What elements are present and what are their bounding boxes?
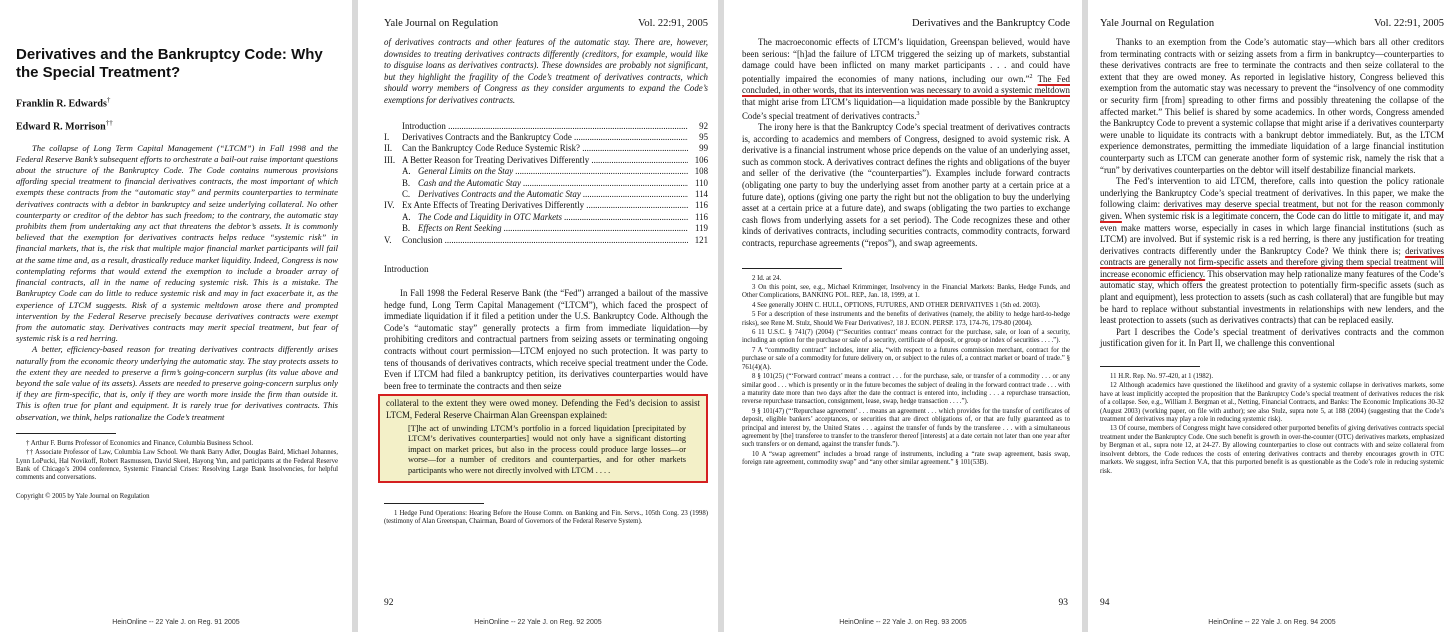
toc-label: A Better Reason for Treating Derivatives Differently ..... (402, 155, 688, 166)
abstract-paragraph: The collapse of Long Term Capital Management (“LTCM”) in Fall 1998 and the Federal Reserve Bank’s subsequent efforts to orchestrate a bail-out raise important questions about the structure of the Bankruptcy Code. The Code contains numerous provisions affording special treatment to financial derivatives contracts, the most important of which exempts these contracts from the “automatic stay” and permits counterparties to terminate derivatives contracts with a debtor in bankruptcy and seize underlying collateral. No other counterparty or creditor of the debtor has such freedom; to the contrary, the automatic stay prohibits them from undertaking any act that threatens the debtor’s assets. It is commonly believed that the exemption for derivatives contracts helps reduce “systemic risk” in financial markets, that is, the risk that multiple major financial market participants will fail at the same time and, as a result, drastically reduce market liquidity. Indeed, Congress is now contemplating reforms that would extend the exemption to include a broader array of financial contracts, all in the name of reducing systemic risk. This is a mistake. The Bankruptcy Code can do little to reduce systemic risk and may in fact exacerbate it, as the experience of LTCM suggests. Risk of a systemic meltdown arose there and prompted intervention by the Federal Reserve precisely because derivatives contracts were exempt from the automatic stay. Derivatives contracts may merit special treatment, but fear of systemic risk is a red herring. (16, 142, 338, 344)
article-short-title: Derivatives and the Bankruptcy Code (911, 18, 1070, 29)
article-title: Derivatives and the Bankruptcy Code: Why the Special Treatment? (16, 46, 323, 81)
footnote-mark: 3 (916, 110, 920, 117)
toc-number: I. (384, 131, 390, 142)
body-paragraph: In Fall 1998 the Federal Reserve Bank (the “Fed”) arranged a bailout of the massive hedge fund, Long Term Capital Management (“LTCM”), which faced the prospect of immediate liquidation if it filed a petition under the U.S. Bankruptcy Code. Although the Code’s “automatic stay” generally protects a firm from immediate liquidation—by prohibiting creditors and contractual partners from seizing assets or terminating ongoing contracts without court permission—LTCM enjoyed no such protection. It was party to tens of thousands of derivatives contracts, which receive special treatment under the Code. Even if LTCM had filed a bankruptcy petition, its derivatives counterparties would have been free to terminate the contracts and then seize (384, 288, 708, 391)
toc-entry (384, 223, 708, 234)
author-morrison (16, 119, 338, 132)
journal-name: Yale Journal on Regulation (1100, 18, 1215, 29)
toc-label: The Code and Liquidity in OTC Markets ..... (418, 212, 688, 223)
page-number: 92 (384, 598, 394, 608)
toc-number: B. (402, 223, 411, 234)
toc-number: V. (384, 234, 392, 245)
running-header (742, 18, 1070, 29)
footnote: †† Associate Professor of Law, Columbia Law School. We thank Barry Adler, Douglas Baird, Michael Johannes, Lynn LoPucki, Hal Novikoff, Robert Rasmussen, David Skeel, Hayong Yun, and participants at the Federal Reserve Bank of Chicago’s 2004 conference, Systemic Financial Crises: Resolving Large Bank Insolvencies, for helpful comments and conversations. (16, 449, 338, 482)
toc-entry (384, 178, 708, 189)
toc-page: 114 (695, 189, 708, 199)
footnote: 2 Id. at 24. (752, 274, 782, 282)
footnote-mark: 2 (1029, 73, 1033, 80)
copyright-line: Copyright © 2005 by Yale Journal on Regulation (16, 492, 150, 500)
running-header (384, 18, 708, 29)
footnote-divider (16, 433, 116, 434)
page-number: 94 (1100, 598, 1110, 608)
footnote-divider (384, 503, 484, 504)
page-94 (1088, 0, 1456, 632)
text-segment: The Fed’s intervention to aid LTCM, therefore, calls into question the policy rationale underlying the Bankruptcy Code’s special treatment of derivatives. In this paper, we make the following claim: (1100, 176, 1444, 210)
heinonline-footer: HeinOnline -- 22 Yale J. on Reg. 93 2005 (839, 619, 967, 626)
footnotes (384, 510, 708, 527)
footnote: 3 On this point, see, e.g., Michael Krimminger, Insolvency in the Financial Markets: Banks, Hedge Funds, and Other Complications, BANKING POL. REP., Jan. 18, 1999, at 1. (742, 284, 1070, 300)
body-paragraph: The irony here is that the Bankruptcy Code’s special treatment of derivatives contracts is, according to academics and members of Congress, designed to avoid systemic risk. A derivative is a financial instrument whose price depends on the value of an underlying asset, such as common stock. A derivatives contract defines the rights and obligations of the buyer and seller of the derivative (the “counterparties”). Examples include forward contracts (obligating one party to buy the underlying asset from another party at a certain price at a future date), options (giving one party the right but not the obligation to buy the underlying asset at a certain price at a future date), and swaps (obligating the two parties to exchange cash flows from underlying assets for a set period). The Code recognizes these and other kinds of derivatives contracts, including securities contracts, commodity contracts, forward contracts, repurchase agreements (“repos”), and swap agreements. (742, 122, 1070, 249)
toc-number: A. (402, 166, 411, 177)
toc-entry (384, 189, 708, 200)
body-paragraph: Thanks to an exemption from the Code’s automatic stay—which bars all other creditors from terminating contracts with or seizing assets from a firm in bankruptcy—counterparties to these derivatives contracts are free to terminate the contracts and then seize collateral to the extent that they are owed money. As reported in legislative history, Congress believed this exemption from the automatic stay was necessary to prevent the “insolvency of one commodity or security firm [from] spreading to other firms and possibly threatening the collapse of the affected market.” This belief is shared by some academics. In other words, Congress amended the Bankruptcy Code to prevent a systemic collapse that might arise if a derivatives counterparty were unable to liquidate its contracts with a bankrupt debtor immediately. But, as the LTCM experience demonstrates, permitting the immediate liquidation of a large financial institution counterparty such as LTCM can generate another form of systemic risk, namely the risk that a “run” by derivatives counterparties on the debtor will itself destabilize financial markets. (1100, 37, 1444, 175)
abstract-paragraph: A better, efficiency-based reason for treating derivatives contracts differently arises naturally from the economic theory underlying the automatic stay. The stay protects assets to the extent they are needed to preserve a firm’s going-concern surplus (its value above and beyond the sale value of its assets). Assets are needed to preserve going-concern surplus only if they are firm-specific, that is, only if they are worth more inside the firm than outside it. This is often true for plant and equipment. It is rarely true for derivatives contracts. This observation, we think, helps rationalize the Code’s treatment (16, 344, 338, 422)
toc-entry (384, 143, 708, 154)
page-93 (724, 0, 1082, 632)
toc-number: II. (384, 143, 393, 154)
text-segment: This observation may help rationalize many features of the Code’s automatic stay, which offers the greatest protection to potentially firm-specific assets (such as plant and equipment), less protection to assets (such as cash collateral) that are fungible but may be hard to replace without substantial investments in relationships with new lenders, and the least protection to assets (such as derivatives contracts) that can be replaced easily. (1100, 268, 1444, 326)
footnote: 7 A “commodity contract” includes, inter alia, “with respect to a futures commission merchant, contract for the purchase or sale of a commodity for future delivery on, or subject to the rules of, a contract market or board of trade.” § 761(4)(A). (742, 346, 1070, 371)
footnote-divider (1100, 366, 1200, 367)
underlined-claim: derivatives contracts are generally not firm-specific assets and therefore giving them special treatment will increase economic efficiency. (1100, 245, 1445, 279)
page-92 (358, 0, 718, 632)
running-header (1100, 18, 1444, 29)
heinonline-footer: HeinOnline -- 22 Yale J. on Reg. 92 2005 (474, 619, 602, 626)
body-paragraph (1100, 176, 1444, 327)
toc-number: B. (402, 177, 411, 188)
toc-entry (384, 235, 708, 246)
toc-page: 116 (695, 211, 708, 222)
toc-label: Ex Ante Effects of Treating Derivatives Differently ..... (402, 200, 688, 211)
heinonline-footer: HeinOnline -- 22 Yale J. on Reg. 94 2005 (1208, 619, 1336, 626)
toc-entry (384, 212, 708, 223)
toc-page: 92 (699, 120, 708, 131)
toc-page: 110 (695, 177, 708, 188)
toc-page: 106 (694, 154, 708, 165)
footnote: 12 Although academics have questioned the likelihood and gravity of a systemic collapse in derivatives markets, some have at least implicitly accepted the proposition that the Bankruptcy Code’s special treatment of derivatives reduces the risk of a collapse. See, e.g., William J. Bergman et al., Netting, Financial Contracts, and Banks: The Economic Implications 30-32 (August 2003) (working paper, on file with author); see also Stulz, supra note 5, at 188 (2004) (suggesting that the Code’s treatment of derivatives may play a role in reducing systemic risk). (1100, 382, 1444, 424)
footnote: 11 H.R. Rep. No. 97-420, at 1 (1982). (1110, 373, 1214, 381)
section-heading: Introduction (384, 264, 429, 275)
toc-number: III. (384, 154, 396, 165)
toc-page: 116 (695, 200, 708, 211)
toc-page: 108 (694, 166, 708, 177)
volume-citation: Vol. 22:91, 2005 (638, 18, 708, 29)
page-91 (0, 0, 352, 632)
quote-lead-text: collateral to the extent they were owed money. Defending the Fed’s decision to assist LTCM, Federal Reserve Chairman Alan Greenspan explained: (386, 398, 700, 420)
author-name: Edward R. Morrison (16, 121, 106, 133)
footnote-mark: † (106, 96, 111, 104)
footnote-mark: †† (105, 119, 113, 128)
footnote: 6 11 U.S.C. § 741(7) (2004) (“‘Securities contract’ means contract for the purchase, sale, or loan of a security, including an option for the purchase or sale of a security, certificate of deposit, or group or index of securities . . . .”). (742, 329, 1070, 345)
footnotes (1100, 373, 1444, 476)
author-edwards (16, 96, 338, 109)
toc-entry (384, 132, 708, 143)
footnote: 13 Of course, members of Congress might have considered other purported benefits of giving derivatives contracts special treatment under the Bankruptcy Code. One such benefit is growth in over-the-counter (OTC) derivatives markets, emphasized by Bergman et al., supra note 12, at 24-27. By allowing counterparties to close out contracts with and seize collateral from insolvent debtors, the Code reduces the costs of entering derivatives contracts and thereby encourages growth in OTC markets. We suggest, infra Section V.A, that this purported benefit is as questionable as the Code’s role in reducing systemic risk. (1100, 425, 1444, 475)
body-text (742, 37, 1070, 250)
toc-entry (384, 155, 708, 166)
toc-page: 95 (699, 131, 708, 142)
body-text (384, 288, 708, 392)
text-segment: that might arise from LTCM’s liquidation—a liquidation made possible by the Bankruptcy Code’s special treatment of derivatives contracts. (742, 96, 1070, 121)
text-segment: The macroeconomic effects of LTCM’s liquidation, Greenspan believed, would have been serious: “[h]ad the failure of LTCM triggered the seizing up of markets, substantial damage could have been inflicted on many market participants . . . and could have potentially impaired the economies of many nations, including our own.” (742, 37, 1070, 84)
volume-citation: Vol. 22:91, 2005 (1374, 18, 1444, 29)
underlined-claim: The Fed concluded, in other words, that its intervention was necessary to avoid a systemic meltdown (742, 73, 1070, 96)
highlighted-quote-box (378, 394, 708, 482)
toc-label: General Limits on the Stay ..... (418, 166, 688, 177)
toc-label: Effects on Rent Seeking ..... (418, 223, 688, 234)
text-segment: When systemic risk is a legitimate concern, the Code can do little to mitigate it, and may even make matters worse, especially in cases in which large financial institutions (such as LTCM) are involved. But if systemic risk is a red herring, is there any justification for treating derivatives contracts differently under the Bankruptcy Code? We think there is; (1100, 210, 1444, 256)
toc-number (384, 121, 402, 132)
toc-number: IV. (384, 200, 395, 211)
toc-label: Derivatives Contracts and the Bankruptcy Code ..... (402, 132, 688, 143)
toc-page: 99 (699, 143, 708, 154)
toc-label: Cash and the Automatic Stay ..... (418, 178, 688, 189)
footnote: 5 For a description of these instruments and the benefits of derivatives (namely, the ability to hedge hard-to-hedge risks), see Rene M. Stulz, Should We Fear Derivatives?, 18 J. ECON. PERSP. 173, 174-76, 179-80 (2004). (742, 311, 1070, 327)
footnote-divider (742, 268, 842, 269)
abstract-continuation: of derivatives contracts and other features of the automatic stay. There are, however, downsides to treating derivatives contracts differently (creditors, for example, would like to disguise loans as derivatives contracts). These downsides are probably not significant, but they highlight the fragility of the Code’s treatment of derivatives contracts, which should worry members of Congress as they consider arguments to expand the Code’s exemptions for derivatives contracts. (384, 37, 708, 105)
toc-label: Can the Bankruptcy Code Reduce Systemic Risk? ..... (402, 143, 688, 154)
body-text (1100, 37, 1444, 350)
footnote: 8 § 101(25) (“‘Forward contract’ means a contract . . . for the purchase, sale, or transfer of a commodity . . . or any similar good . . . which is presently or in the future becomes the subject of dealing in the forward contract trade . . . with a maturity date more than two days after the date the contract is entered into, including . . . a repurchase transaction, reverse repurchase transaction, consignment, lease, swap, hedge transaction . . . .”). (742, 373, 1070, 406)
underlined-claim: derivatives may deserve special treatment, but not for the reason commonly given. (1100, 199, 1444, 221)
page-number: 93 (1058, 598, 1068, 608)
toc-page: 121 (694, 234, 708, 245)
footnote: 1 Hedge Fund Operations: Hearing Before the House Comm. on Banking and Fin. Servs., 105th Cong. 23 (1998) (testimony of Alan Greenspan, Chairman, Board of Governors of the Federal Reserve System). (384, 509, 708, 525)
toc-label: Conclusion ..... (402, 235, 688, 246)
block-quote: [T]he act of unwinding LTCM’s portfolio in a forced liquidation [precipitated by LTCM’s derivatives counterparties] would not only have a significant distorting impact on market prices, but also in the process could produce large losses—or worse—for a number of creditors and counterparties, and for other markets participants who were not directly involved with LTCM . . . . (408, 423, 686, 475)
author-name: Franklin R. Edwards (16, 98, 107, 110)
footnote: 9 § 101(47) (“‘Repurchase agreement’ . . . means an agreement . . . which provides for the transfer of certificates of deposit, eligible bankers’ acceptances, or securities that are direct obligations of, or that are fully guaranteed as to principal and interest by, the United States . . . against the transfer of funds by the transferee . . . with a simultaneous agreement by [the] transferee to transfer to the transferor thereof [interests] at a date certain not later than one year after such transfers or on demand, against the transfer funds.”). (742, 407, 1070, 449)
toc-number: A. (402, 211, 411, 222)
footnote: † Arthur F. Burns Professor of Economics and Finance, Columbia Business School. (26, 439, 254, 447)
table-of-contents (384, 121, 708, 246)
footnotes (742, 275, 1070, 468)
body-paragraph: Part I describes the Code’s special treatment of derivatives contracts and the common justification given for it. In Part II, we challenge this conventional (1100, 326, 1444, 349)
footnote: 10 A “swap agreement” includes a broad range of instruments, including a “rate swap agreement, basis swap, foreign rate agreement, commodity swap” and “any other similar agreement.” § 101(53B). (742, 450, 1070, 467)
toc-label: Introduction ..... (402, 121, 688, 132)
toc-page: 119 (695, 223, 708, 234)
toc-entry (384, 121, 708, 132)
toc-entry (384, 200, 708, 211)
toc-entry (384, 166, 708, 177)
journal-name: Yale Journal on Regulation (384, 18, 499, 29)
footnotes (16, 440, 338, 483)
heinonline-footer: HeinOnline -- 22 Yale J. on Reg. 91 2005 (112, 619, 240, 626)
toc-label: Derivatives Contracts and the Automatic Stay ..... (418, 189, 688, 200)
body-paragraph (742, 37, 1070, 122)
toc-number: C. (402, 189, 411, 199)
abstract (16, 143, 338, 423)
footnote: 4 See generally JOHN C. HULL, OPTIONS, FUTURES, AND OTHER DERIVATIVES 1 (5th ed. 2003). (752, 301, 1041, 309)
